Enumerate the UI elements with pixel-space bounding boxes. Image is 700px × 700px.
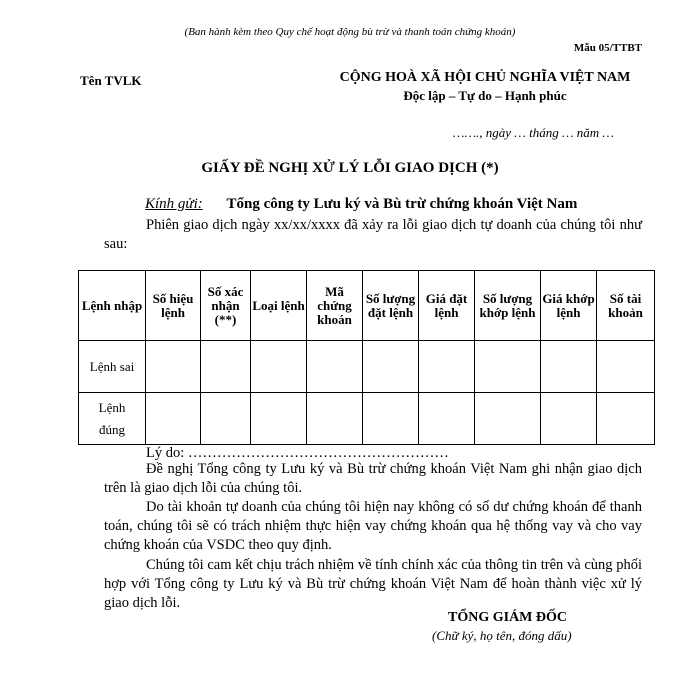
table-cell [475, 393, 541, 445]
row-label: Lệnh sai [79, 341, 146, 393]
header-cell: Số lượng khớp lệnh [475, 271, 541, 341]
row-label: Lệnh đúng [79, 393, 146, 445]
intro-paragraph: Phiên giao dịch ngày xx/xx/xxxx đã xảy ra lỗi giao dịch tự doanh của chúng tôi như sau: [104, 217, 642, 252]
table-cell [475, 341, 541, 393]
table-cell [541, 341, 597, 393]
header-cell: Giá đặt lệnh [419, 271, 475, 341]
borrowing-paragraph: Do tài khoản tự doanh của chúng tôi hiện nay không có số dư chứng khoán để thanh toán, chúng tôi sẽ có trách nhiệm thực hiện vay chứng khoán qua hệ thống vay và cho vay chứng khoán của VSDC theo quy định. [104, 499, 642, 553]
table-cell [201, 341, 251, 393]
header-cell: Số xác nhận (**) [201, 271, 251, 341]
header-cell: Số lượng đặt lệnh [363, 271, 419, 341]
member-name-label: Tên TVLK [80, 73, 142, 88]
table-row [79, 393, 655, 445]
table-cell [251, 393, 307, 445]
table-cell [597, 393, 655, 445]
recipient-name: Tổng công ty Lưu ký và Bù trừ chứng khoán Việt Nam [226, 196, 578, 212]
table-cell [251, 341, 307, 393]
table-cell [201, 393, 251, 445]
signer-title: TỔNG GIÁM ĐỐC [448, 610, 567, 625]
reason-line: Lý do: ……………………………………………… [146, 445, 449, 461]
header-cell: Mã chứng khoán [307, 271, 363, 341]
table-cell [419, 341, 475, 393]
table-cell [363, 341, 419, 393]
table-cell [419, 393, 475, 445]
header-cell: Số hiệu lệnh [146, 271, 201, 341]
document-title: GIẤY ĐỀ NGHỊ XỬ LÝ LỖI GIAO DỊCH (*) [201, 160, 499, 176]
date-line: ……., ngày … tháng … năm … [452, 125, 614, 140]
form-code: Mẫu 05/TTBT [573, 42, 642, 54]
header-cell: Loại lệnh [251, 271, 307, 341]
commitment-paragraph: Chúng tôi cam kết chịu trách nhiệm về tính chính xác của thông tin trên và cùng phối hợp với Tổng công ty Lưu ký và Bù trừ chứng khoán Việt Nam để hoàn thành việc xử lý giao dịch lỗi. [104, 557, 642, 611]
recipient-line [145, 196, 577, 213]
table-cell [307, 393, 363, 445]
national-motto: Độc lập – Tự do – Hạnh phúc [403, 88, 567, 103]
table-cell [541, 393, 597, 445]
request-paragraph: Đề nghị Tổng công ty Lưu ký và Bù trừ chứng khoán Việt Nam ghi nhận giao dịch trên là giao dịch lỗi của chúng tôi. [104, 461, 642, 496]
table-cell [146, 341, 201, 393]
table-row [79, 341, 655, 393]
table-cell [307, 341, 363, 393]
recipient-label: Kính gửi: [145, 196, 203, 212]
signature-note: (Chữ ký, họ tên, đóng dấu) [432, 628, 572, 643]
header-cell: Lệnh nhập [79, 271, 146, 341]
header-cell: Số tài khoản [597, 271, 655, 341]
national-title: CỘNG HOÀ XÃ HỘI CHỦ NGHĨA VIỆT NAM [339, 70, 631, 85]
error-trade-table [78, 270, 655, 445]
table-cell [363, 393, 419, 445]
form-subtitle: (Ban hành kèm theo Quy chế hoạt động bù trừ và thanh toán chứng khoán) [184, 26, 516, 38]
header-cell: Giá khớp lệnh [541, 271, 597, 341]
table-cell [597, 341, 655, 393]
table-header-row [79, 271, 655, 341]
table-cell [146, 393, 201, 445]
